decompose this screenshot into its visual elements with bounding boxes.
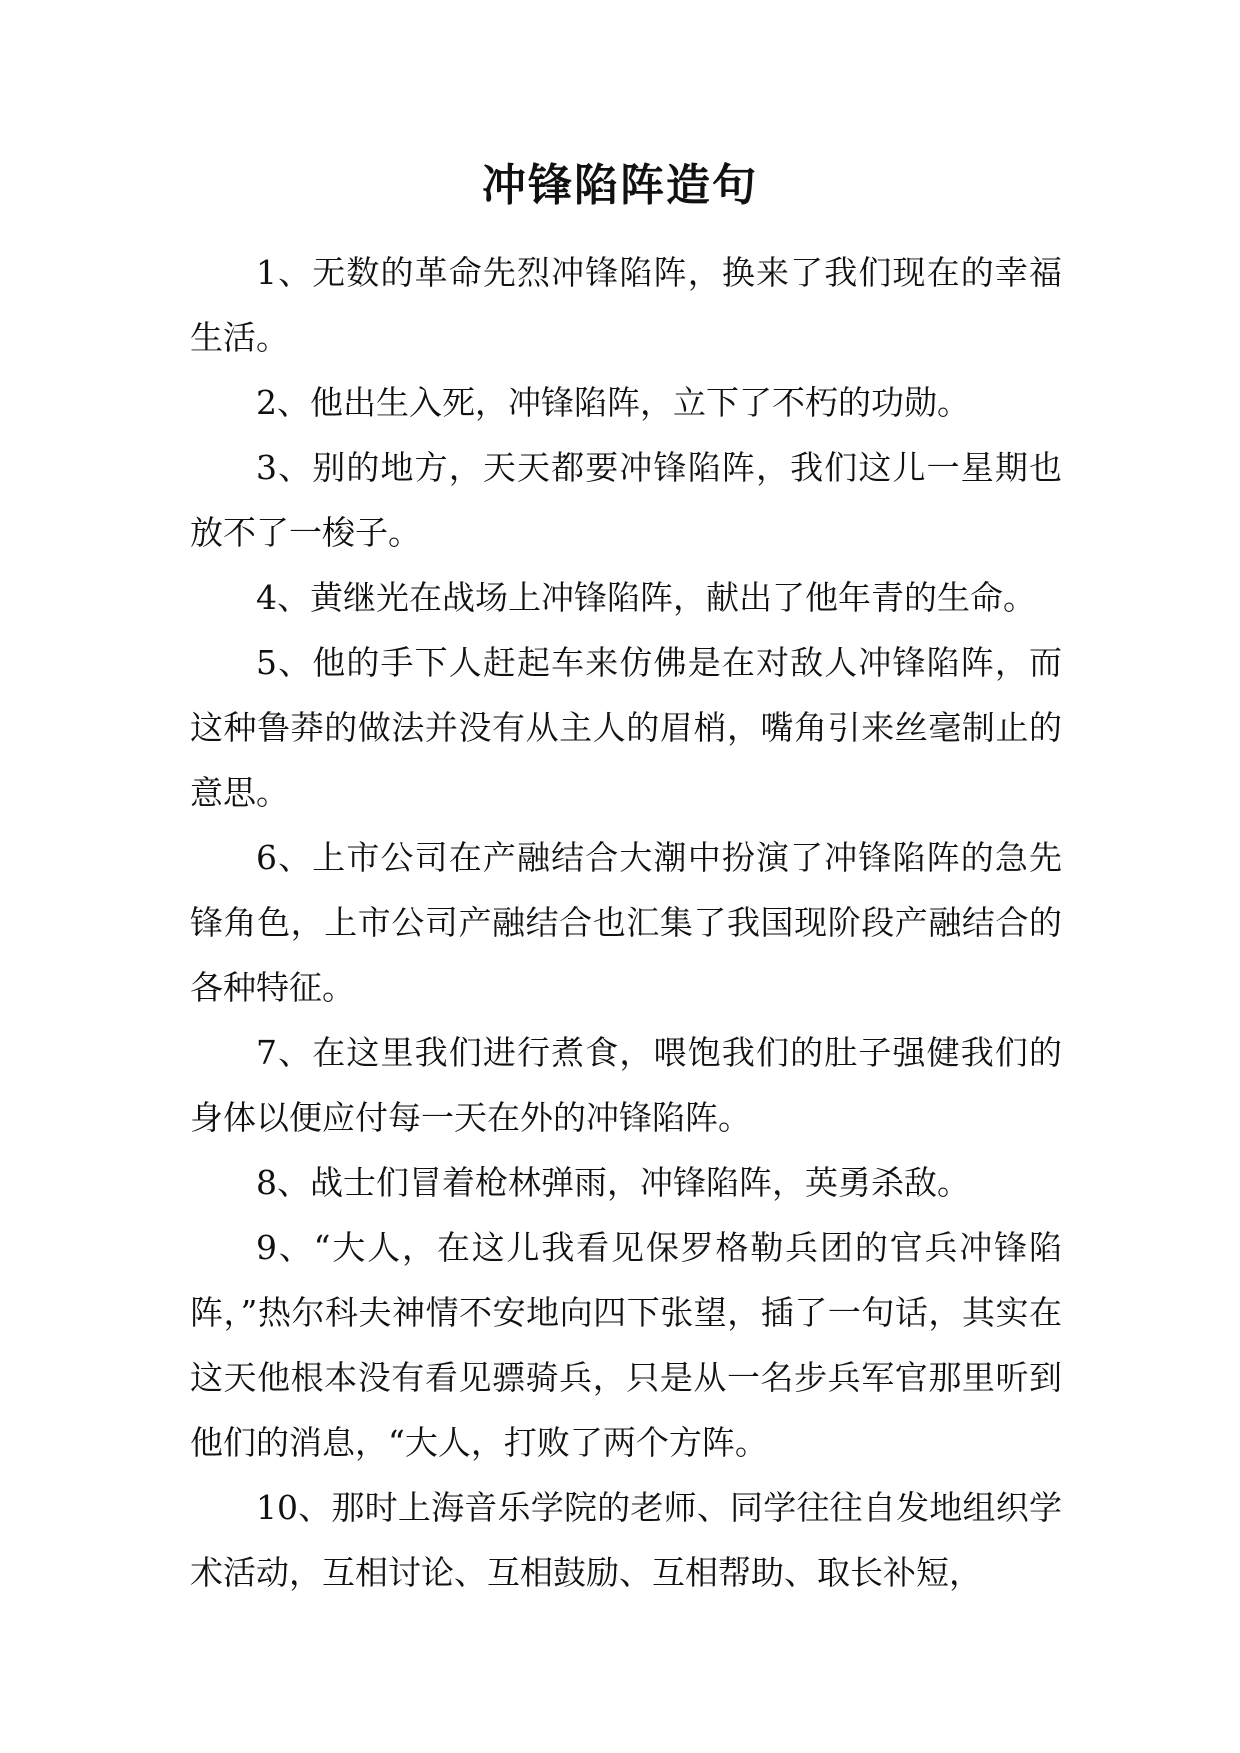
document-title: 冲锋陷阵造句	[482, 160, 758, 211]
sentence-paragraph: 5、他的手下人赶起车来仿佛是在对敌人冲锋陷阵，而这种鲁莽的做法并没有从主人的眉梢，嘴角引来丝毫制止的意思。	[190, 643, 1062, 812]
sentence-paragraph: 9、“大人，在这儿我看见保罗格勒兵团的官兵冲锋陷阵，”热尔科夫神情不安地向四下张望，插了一句话，其实在这天他根本没有看见骠骑兵，只是从一名步兵军官那里听到他们的消息，“大人，打败了两个方阵。	[190, 1228, 1062, 1462]
sentence-paragraph: 3、别的地方，天天都要冲锋陷阵，我们这儿一星期也放不了一梭子。	[190, 448, 1062, 552]
sentence-paragraph: 8、战士们冒着枪林弹雨，冲锋陷阵，英勇杀敌。	[256, 1163, 970, 1202]
document-body	[190, 240, 1062, 1605]
sentence-paragraph: 10、那时上海音乐学院的老师、同学往往自发地组织学术活动，互相讨论、互相鼓励、互相帮助、取长补短，	[190, 1488, 1062, 1592]
sentence-paragraph: 6、上市公司在产融结合大潮中扮演了冲锋陷阵的急先锋角色，上市公司产融结合也汇集了我国现阶段产融结合的各种特征。	[190, 838, 1062, 1007]
sentence-paragraph: 1、无数的革命先烈冲锋陷阵，换来了我们现在的幸福生活。	[190, 253, 1062, 357]
sentence-paragraph: 4、黄继光在战场上冲锋陷阵，献出了他年青的生命。	[256, 578, 1036, 617]
sentence-paragraph: 2、他出生入死，冲锋陷阵，立下了不朽的功勋。	[256, 383, 970, 422]
sentence-paragraph: 7、在这里我们进行煮食，喂饱我们的肚子强健我们的身体以便应付每一天在外的冲锋陷阵。	[190, 1033, 1062, 1137]
